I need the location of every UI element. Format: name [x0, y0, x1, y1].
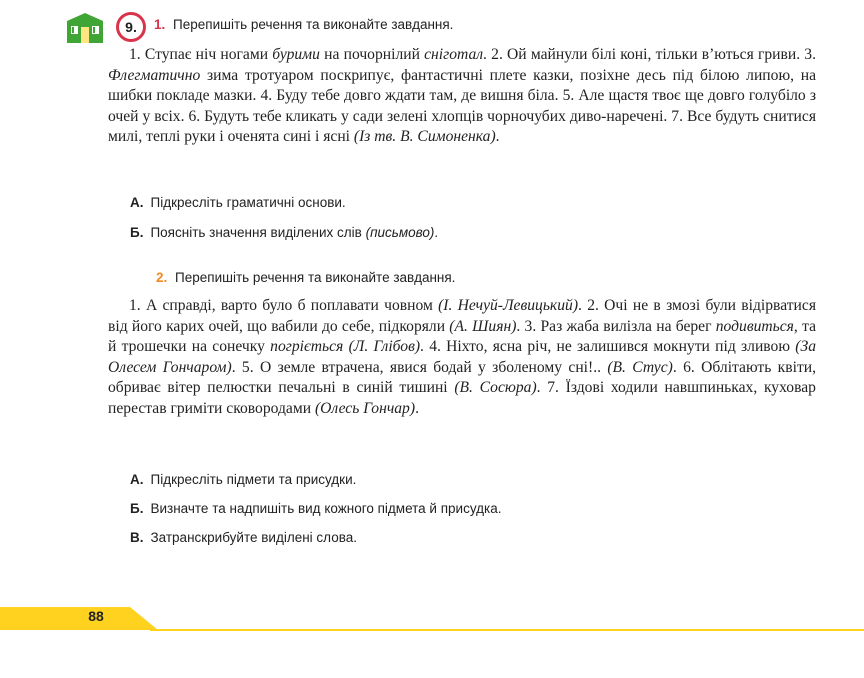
task1-sub-a	[130, 195, 346, 210]
task2-number: 2.	[156, 270, 168, 285]
task1-highlighted-text: бурими	[272, 46, 320, 63]
task1-text: 1. Ступає ніч ногами	[129, 46, 273, 63]
exercise-number: 9.	[125, 19, 137, 35]
house-icon	[64, 12, 106, 44]
task2-title	[156, 270, 455, 285]
task2-paragraph	[108, 296, 816, 419]
task2-highlighted-text: (А. Шиян)	[449, 317, 517, 335]
task2-text: . 6. Облітають квіти, обриває вітер пелюстки печальні в синій тишині	[108, 358, 817, 396]
task2-sub-c	[130, 530, 357, 545]
task2-highlighted-text: подивиться	[715, 317, 794, 335]
task1-sub-b-letter: Б.	[130, 225, 144, 240]
task2-text: . 3. Раз жаба вилізла на берег	[516, 317, 716, 335]
task2-highlighted-text: (Олесь Гончар)	[314, 399, 416, 417]
task1-sub-b-note: (письмово)	[365, 225, 435, 240]
task1-highlighted-text: Флегматично	[108, 66, 201, 84]
task2-text: 1. А справді, варто було б поплавати човном	[129, 297, 439, 314]
task2-highlighted-text: (В. Сосюра)	[454, 379, 537, 396]
task1-sub-b	[130, 225, 438, 240]
task2-text: . 5. О земле втрачена, явися бодай у зболеному сні!..	[231, 358, 608, 376]
task2-sub-c-text: Затранскрибуйте виділені слова.	[150, 530, 357, 545]
exercise-number-badge	[116, 12, 146, 42]
task1-sub-b-text: Поясніть значення виділених слів	[150, 225, 362, 240]
task2-text: . 4. Ніхто, ясна річ, не залишився мокнути під зливою	[420, 338, 796, 355]
task2-sub-a-letter: А.	[130, 472, 144, 487]
task2-highlighted-text: (За Олесем Гончаром)	[108, 338, 816, 376]
task2-text: . 7. Їздові ходили навшпиньках, куховар перестав гриміти сковородами	[108, 379, 816, 417]
task2-sub-b-letter: Б.	[130, 501, 144, 516]
task2-sub-b-text: Визначте та надпишіть вид кожного підмета й присудка.	[150, 501, 502, 516]
task1-highlighted-text: (Із тв. В. Симоненка)	[353, 128, 496, 145]
task1-highlighted-text: сніготал	[424, 46, 484, 63]
footer-bar	[0, 605, 864, 633]
task1-sub-a-letter: А.	[130, 195, 144, 210]
task1-sub-b-end: .	[434, 225, 439, 240]
task1-sub-a-text: Підкресліть граматичні основи.	[150, 195, 346, 210]
task2-highlighted-text: погріється	[270, 338, 344, 355]
task2-text: .	[415, 399, 419, 417]
task2-highlighted-text: (І. Нечуй-Левицький)	[438, 297, 579, 314]
task1-text: . 2. Ой майнули білі коні, тільки в’ються гриви. 3.	[483, 46, 816, 63]
task1-number: 1.	[154, 17, 166, 32]
page-number: 88	[88, 608, 104, 624]
task1-text: зима тротуаром поскрипує, фантастичні плете казки, позіхне десь під білою липою, на шибки покладе мазки. 4. Буду тебе довго ждати там, де вишня біла. 5. Але щастя твоє ще довго голубіло з очей у всіх. 6. Будуть тебе кликать у сади зелені хлопців чорночубих диво-наречені. 7. Все будуть снитися милі, теплі руки і оченята сині і ясні	[108, 66, 816, 145]
task1-text: на почорнілий	[319, 46, 425, 63]
task2-highlighted-text: (В. Стус)	[607, 358, 673, 376]
task2-sub-a-text: Підкресліть підмети та присудки.	[150, 472, 357, 487]
task2-sub-b	[130, 501, 501, 516]
task2-text: , та й трошечки на сонечку	[108, 317, 816, 355]
task1-title-text: Перепишіть речення та виконайте завдання.	[173, 17, 454, 32]
task1-paragraph	[108, 45, 816, 148]
task2-sub-a	[130, 472, 356, 487]
task2-title-text: Перепишіть речення та виконайте завдання.	[175, 270, 456, 285]
task2-text: . 2. Очі не в змозі були відірватися від його карих очей, що вабили до себе, підкоряли	[108, 297, 816, 335]
task1-text: .	[495, 128, 500, 145]
task2-highlighted-text: (Л. Глібов)	[348, 338, 421, 355]
task1-title	[154, 17, 453, 32]
task2-sub-c-letter: В.	[130, 530, 144, 545]
